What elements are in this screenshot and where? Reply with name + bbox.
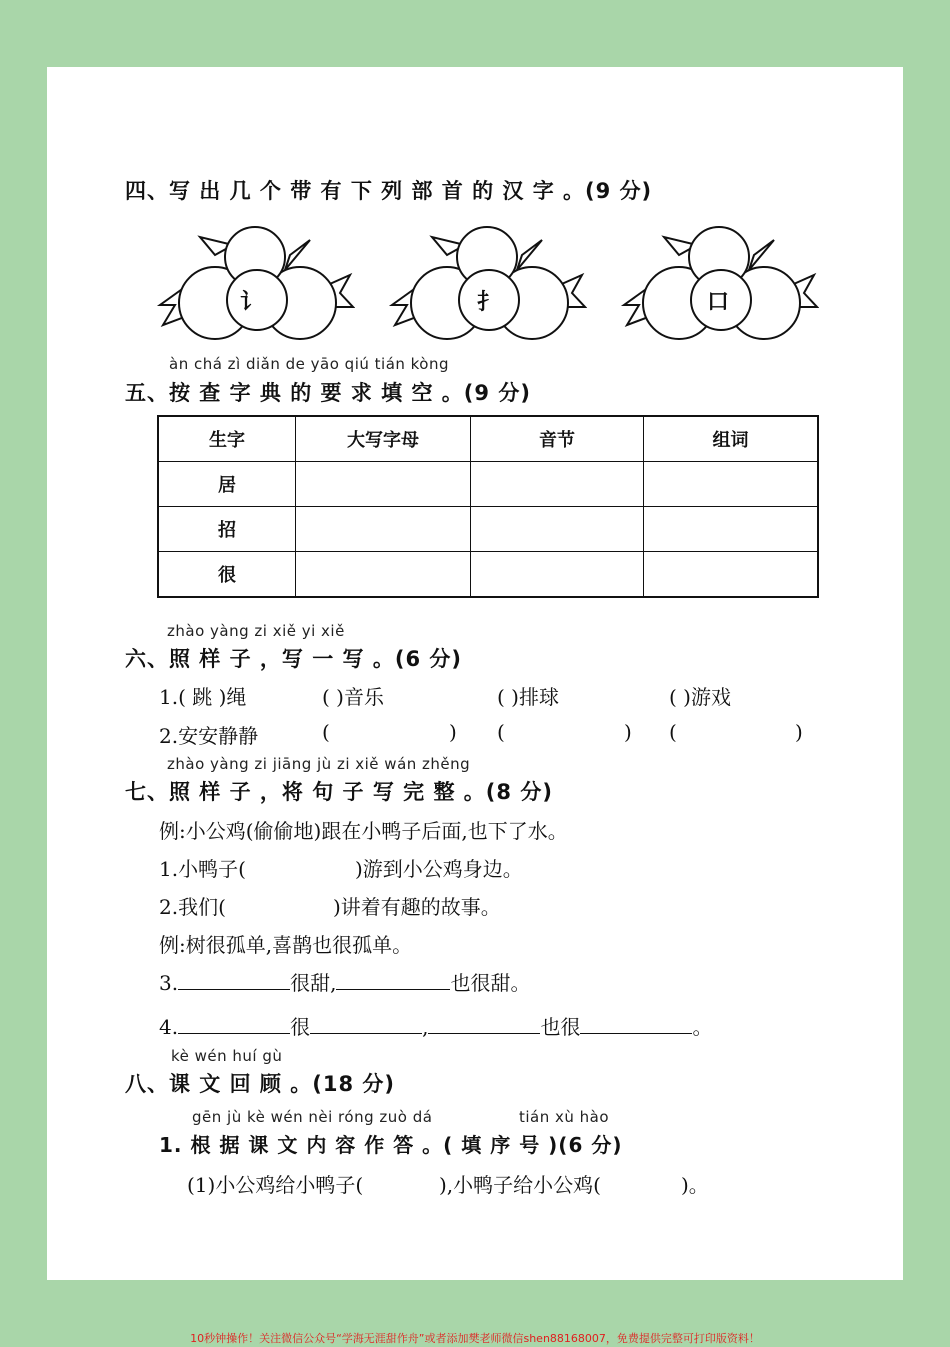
q6-2-close-paren[interactable]: ) <box>795 720 803 744</box>
section4-heading: 四、写 出 几 个 带 有 下 列 部 首 的 汉 字 。(9 分) <box>125 179 653 203</box>
table-row <box>158 507 818 552</box>
q6-2-close-paren[interactable]: ) <box>449 720 457 744</box>
col-header: 生字 <box>158 416 296 462</box>
answer-cell[interactable] <box>644 462 819 507</box>
q6-2-open-paren[interactable]: ( <box>322 720 330 744</box>
q7-4-line <box>159 1011 712 1040</box>
q7-1-start: 1.小鸭子( <box>159 857 246 881</box>
col-header: 组词 <box>644 416 819 462</box>
q7-3-text: 很甜, <box>290 971 337 995</box>
q7-4-blank[interactable] <box>428 1015 540 1034</box>
answer-cell[interactable] <box>296 507 471 552</box>
q6-2-close-paren[interactable]: ) <box>624 720 632 744</box>
radical-yan: 讠 <box>240 290 263 315</box>
answer-cell[interactable] <box>471 462 644 507</box>
col-header: 音节 <box>471 416 644 462</box>
section5-pinyin: àn chá zì diǎn de yāo qiú tián kòng <box>169 355 450 373</box>
q7-3-blank[interactable] <box>336 971 450 990</box>
q8-1-middle: ),小鸭子给小公鸡( <box>439 1173 601 1197</box>
section8-heading: 八、课 文 回 顾 。(18 分) <box>125 1072 395 1096</box>
answer-cell[interactable] <box>644 507 819 552</box>
radical-cluster-3 <box>619 215 819 340</box>
q6-1-item-3[interactable]: ( )排球 <box>497 685 559 709</box>
q7-4-blank[interactable] <box>178 1015 290 1034</box>
col-header: 大写字母 <box>296 416 471 462</box>
q7-4-text: 很 <box>290 1015 311 1039</box>
q8-1-start: (1)小公鸡给小鸭子( <box>187 1173 364 1197</box>
q7-2-start: 2.我们( <box>159 895 226 919</box>
radical-cluster-1 <box>155 215 355 340</box>
answer-cell[interactable] <box>471 507 644 552</box>
row-character: 居 <box>158 462 296 507</box>
answer-cell[interactable] <box>296 462 471 507</box>
q7-4-text: 也很 <box>540 1015 581 1039</box>
section6-heading: 六、照 样 子 ，写 一 写 。(6 分) <box>125 647 462 671</box>
q7-3-blank[interactable] <box>178 971 290 990</box>
section8-sub-pinyin: gēn jù kè wén nèi róng zuò dá <box>192 1108 433 1126</box>
q6-2-open-paren[interactable]: ( <box>669 720 677 744</box>
q8-1-end: )。 <box>681 1173 709 1197</box>
q6-1-item-1: 1.( 跳 )绳 <box>159 685 247 709</box>
section8-pinyin: kè wén huí gù <box>171 1047 283 1065</box>
q7-2-end: )讲着有趣的故事。 <box>333 895 501 919</box>
table-row <box>158 552 818 598</box>
dictionary-table <box>157 415 819 598</box>
q7-3-number: 3. <box>159 971 179 995</box>
row-character: 招 <box>158 507 296 552</box>
q7-4-text: , <box>422 1015 429 1039</box>
section7-heading: 七、照 样 子 ，将 句 子 写 完 整 。(8 分) <box>125 780 553 804</box>
section6-pinyin: zhào yàng zi xiě yi xiě <box>167 622 345 640</box>
section8-sub-heading: 1. 根 据 课 文 内 容 作 答 。( 填 序 号 )(6 分) <box>159 1133 623 1157</box>
section7-pinyin: zhào yàng zi jiāng jù zi xiě wán zhěng <box>167 755 471 773</box>
worksheet-page <box>47 67 903 1280</box>
table-row <box>158 462 818 507</box>
q7-example-2: 例:树很孤单,喜鹊也很孤单。 <box>159 933 413 957</box>
q7-4-blank[interactable] <box>310 1015 422 1034</box>
promo-footer: 10秒钟操作！关注微信公众号“学海无涯甜作舟”或者添加樊老师微信shen88168007，免费提供完整可打印版资料！ <box>190 1332 760 1345</box>
q7-4-blank[interactable] <box>580 1015 692 1034</box>
q6-1-item-4[interactable]: ( )游戏 <box>669 685 731 709</box>
q7-4-text: 。 <box>692 1015 713 1039</box>
q7-3-line <box>159 967 530 996</box>
q6-2-example: 2.安安静静 <box>159 724 259 748</box>
q6-2-open-paren[interactable]: ( <box>497 720 505 744</box>
radical-kou: 口 <box>707 290 730 315</box>
q7-3-text: 也很甜。 <box>450 971 531 995</box>
section8-sub-pinyin: tián xù hào <box>519 1108 610 1126</box>
table-header-row <box>158 416 818 462</box>
answer-cell[interactable] <box>644 552 819 598</box>
section5-heading: 五、按 查 字 典 的 要 求 填 空 。(9 分) <box>125 381 531 405</box>
row-character: 很 <box>158 552 296 598</box>
q7-1-end: )游到小公鸡身边。 <box>355 857 523 881</box>
radical-cluster-2 <box>387 215 587 340</box>
q7-4-number: 4. <box>159 1015 179 1039</box>
answer-cell[interactable] <box>296 552 471 598</box>
radical-shou: 扌 <box>477 290 500 315</box>
q6-1-item-2[interactable]: ( )音乐 <box>322 685 384 709</box>
answer-cell[interactable] <box>471 552 644 598</box>
q7-example-1: 例:小公鸡(偷偷地)跟在小鸭子后面,也下了水。 <box>159 819 568 843</box>
